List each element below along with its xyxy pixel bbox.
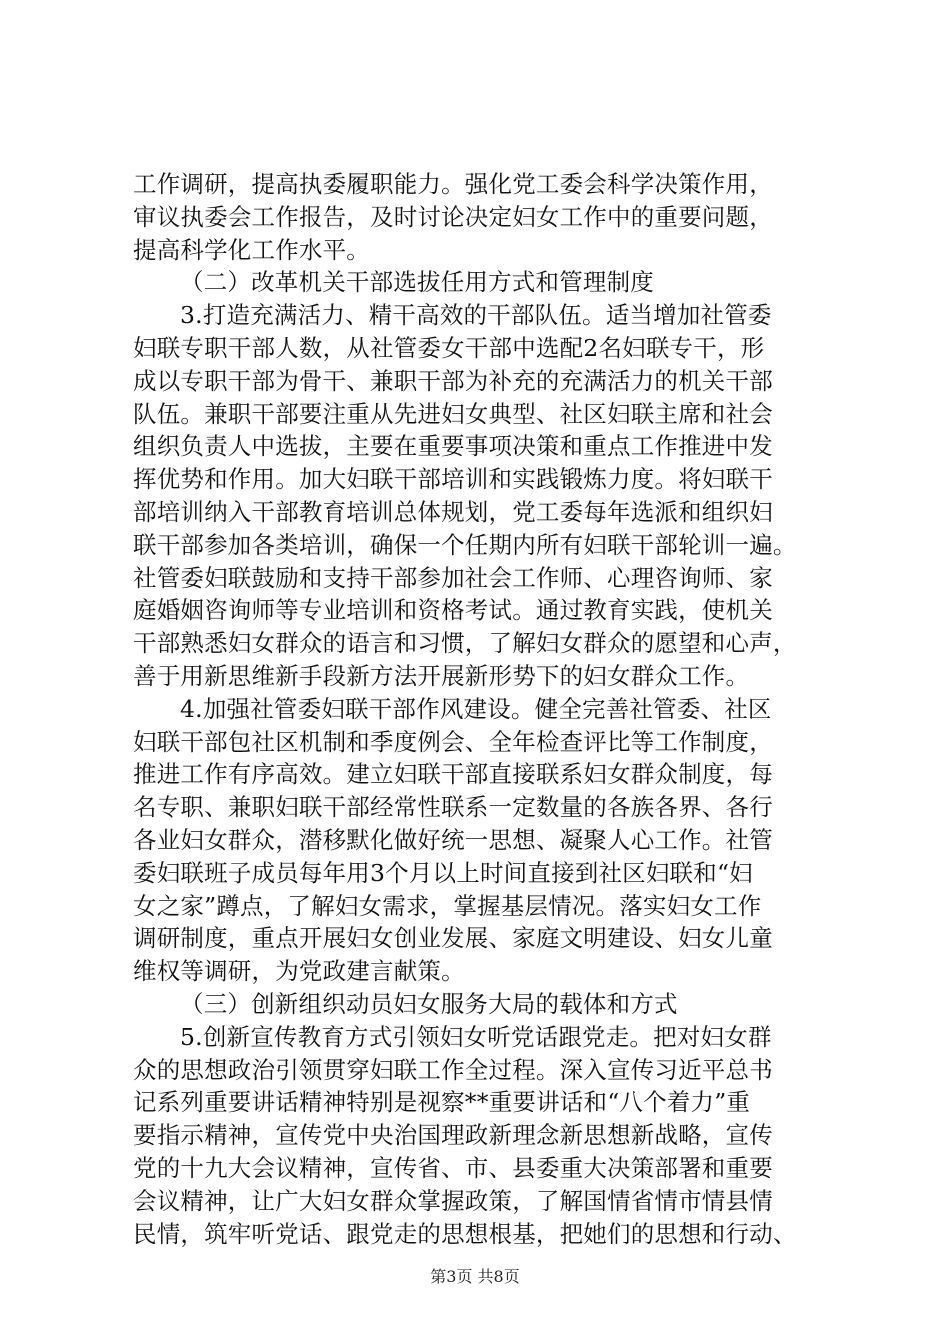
page-number-label: 第3页 共8页 [430,1267,520,1286]
text-line: 工作调研，提高执委履职能力。强化党工委会科学决策作用， [133,170,773,198]
text-line: 善于用新思维新手段新方法开展新形势下的妇女群众工作。 [133,661,750,690]
text-line: 组织负责人中选拔，主要在重要事项决策和重点工作推进中发 [133,432,773,461]
text-line: 队伍。兼职干部要注重从先进妇女典型、社区妇联主席和社会 [133,399,773,428]
text-line: 提高科学化工作水平。 [133,235,370,264]
text-line: 民情，筑牢听党话、跟党走的思想根基，把她们的思想和行动、 [133,1219,797,1248]
text-line: 联干部参加各类培训，确保一个任期内所有妇联干部轮训一遍。 [133,530,797,559]
text-line: 名专职、兼职妇联干部经常性联系一定数量的各族各界、各行 [133,793,773,822]
document-body [133,168,833,1250]
text-line: 委妇联班子成员每年用3个月以上时间直接到社区妇联和“妇 [133,858,753,887]
text-line: 会议精神，让广大妇女群众掌握政策，了解国情省情市情县情 [133,1186,773,1215]
text-line: 挥优势和作用。加大妇联干部培训和实践锻炼力度。将妇联干 [133,465,773,494]
text-line: 社管委妇联鼓励和支持干部参加社会工作师、心理咨询师、家 [133,563,773,592]
text-line: 妇联干部包社区机制和季度例会、全年检查评比等工作制度， [133,727,773,756]
text-line: 要指示精神，宣传党中央治国理政新理念新思想新战略，宣传 [133,1121,773,1150]
text-line: 成以专职干部为骨干、兼职干部为补充的充满活力的机关干部 [133,366,773,395]
text-line: 维权等调研，为党政建言献策。 [133,957,465,986]
text-line: 党的十九大会议精神，宣传省、市、县委重大决策部署和重要 [133,1153,773,1182]
text-line: 部培训纳入干部教育培训总体规划，党工委每年选派和组织妇 [133,497,773,526]
text-line: 各业妇女群众，潜移默化做好统一思想、凝聚人心工作。社管 [133,825,773,854]
text-line: 女之家”蹲点，了解妇女需求，掌握基层情况。落实妇女工作 [133,891,762,920]
text-line: 记系列重要讲话精神特别是视察**重要讲话和“八个着力”重 [133,1088,751,1117]
text-line: 干部熟悉妇女群众的语言和习惯，了解妇女群众的愿望和心声， [133,629,797,658]
text-line: 审议执委会工作报告，及时讨论决定妇女工作中的重要问题， [133,202,773,231]
page-footer [0,1267,950,1287]
text-line: 众的思想政治引领贯穿妇联工作全过程。深入宣传习近平总书 [133,1055,773,1084]
text-line: 推进工作有序高效。建立妇联干部直接联系妇女群众制度，每 [133,760,773,789]
section-heading: （二）改革机关干部选拔任用方式和管理制度 [180,268,654,297]
paragraph-start: 3.打造充满活力、精干高效的干部队伍。适当增加社管委 [180,301,772,330]
paragraph-start: 4.加强社管委妇联干部作风建设。健全完善社管委、社区 [180,694,772,723]
section-heading: （三）创新组织动员妇女服务大局的载体和方式 [180,989,678,1018]
paragraph-start: 5.创新宣传教育方式引领妇女听党话跟党走。把对妇女群 [180,1022,772,1051]
text-line: 调研制度，重点开展妇女创业发展、家庭文明建设、妇女儿童 [133,924,773,953]
text-line: 庭婚姻咨询师等专业培训和资格考试。通过教育实践，使机关 [133,596,773,625]
text-line: 妇联专职干部人数，从社管委女干部中选配2名妇联专干，形 [133,333,765,362]
